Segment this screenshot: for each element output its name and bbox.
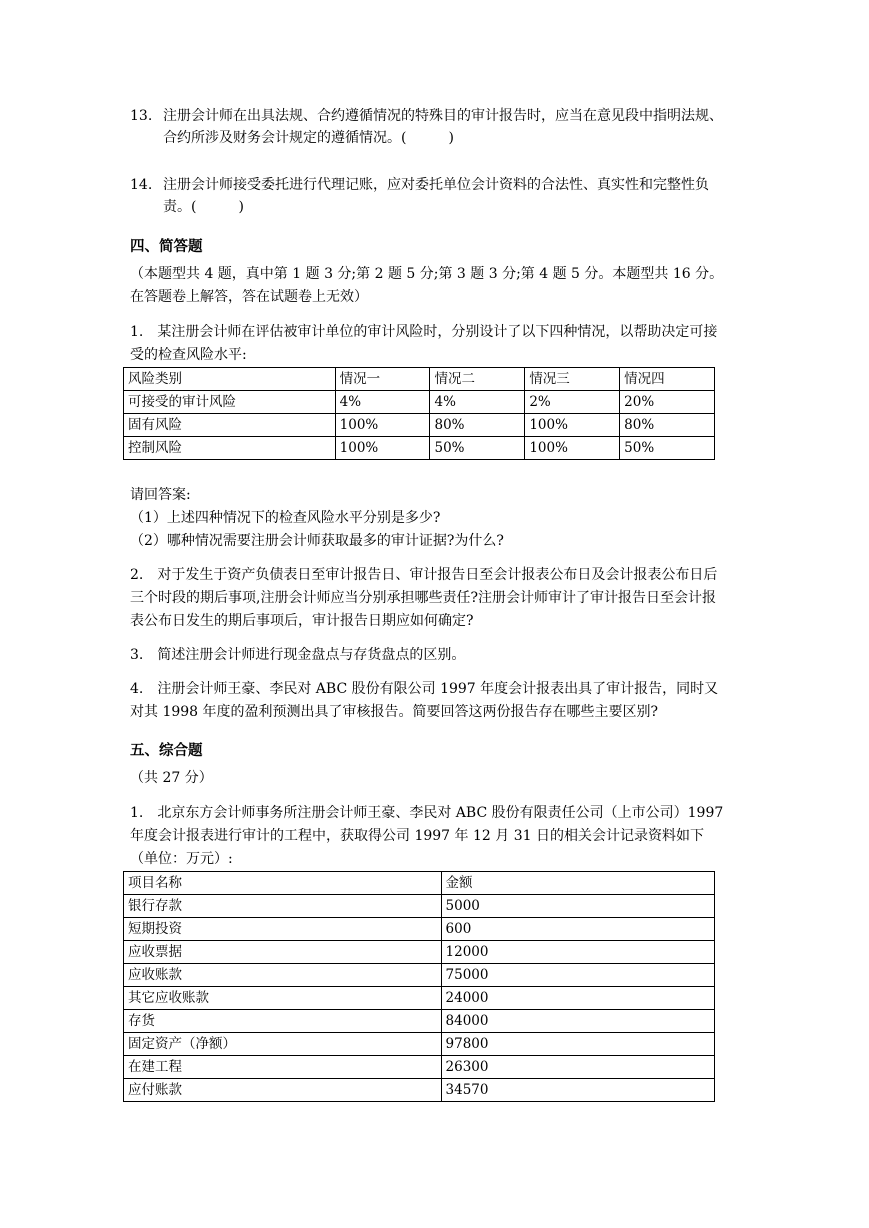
table-row [124, 1079, 715, 1102]
table-header-row [124, 872, 715, 895]
table-cell: 存货 [124, 1010, 442, 1033]
risk-table [123, 367, 715, 460]
table-row [124, 437, 715, 460]
table-cell: 97800 [441, 1033, 714, 1056]
table-cell: 12000 [441, 941, 714, 964]
question-text: 3. 简述注册会计师进行现金盘点与存货盘点的区别。 [130, 647, 466, 663]
question-text: 1. 北京东方会计师事务所注册会计师王豪、李民对 ABC 股份有限责任公司（上市公司）1997 年度会计报表进行审计的工程中，获取得公司 1997 年 12 月 31 日的相关会计记录资料如下（单位：万元）: [130, 805, 724, 867]
table-cell: 4% [430, 391, 525, 414]
judgment-item-13 [130, 105, 728, 149]
table-cell: 其它应收账款 [124, 987, 442, 1010]
table-header-cell: 项目名称 [124, 872, 442, 895]
answer-prompt: 请回答案: [130, 487, 191, 503]
table-row [124, 918, 715, 941]
table-cell: 50% [430, 437, 525, 460]
table-cell: 固有风险 [124, 414, 336, 437]
table-cell: 银行存款 [124, 895, 442, 918]
section-note: （共 27 分） [130, 770, 213, 786]
table-cell: 26300 [441, 1056, 714, 1079]
table-header-cell: 金额 [441, 872, 714, 895]
item-text: 注册会计师在出具法规、合约遵循情况的特殊目的审计报告时，应当在意见段中指明法规、合约所涉及财务会计规定的遵循情况。( ) [163, 108, 723, 146]
item-number: 13. [130, 108, 153, 124]
judgment-item-14 [130, 174, 728, 218]
table-cell: 应收账款 [124, 964, 442, 987]
table-cell: 600 [441, 918, 714, 941]
table-header-cell: 情况三 [525, 368, 620, 391]
table-cell: 5000 [441, 895, 714, 918]
table-row [124, 391, 715, 414]
table-cell: 80% [620, 414, 715, 437]
table-header-cell: 情况四 [620, 368, 715, 391]
section-note: （本题型共 4 题，真中第 1 题 3 分;第 2 题 5 分;第 3 题 3 分;第 4 题 5 分。本题型共 16 分。在答题卷上解答，答在试题卷上无效） [130, 266, 724, 305]
table-cell: 可接受的审计风险 [124, 391, 336, 414]
table-cell: 应付账款 [124, 1079, 442, 1102]
table-cell: 84000 [441, 1010, 714, 1033]
table-cell: 34570 [441, 1079, 714, 1102]
item-number: 14. [130, 177, 153, 193]
table-row [124, 941, 715, 964]
table-cell: 100% [525, 437, 620, 460]
table-header-cell: 情况一 [335, 368, 430, 391]
table-header-row [124, 368, 715, 391]
section-heading-comprehensive: 五、综合题 [130, 742, 203, 759]
question-text: 1. 某注册会计师在评估被审计单位的审计风险时，分别设计了以下四种情况，以帮助决定可接受的检查风险水平: [130, 324, 718, 363]
question-text: 4. 注册会计师王豪、李民对 ABC 股份有限公司 1997 年度会计报表出具了审计报告，同时又对其 1998 年度的盈利预测出具了审核报告。简要回答这两份报告存在哪些主要区别? [130, 681, 719, 720]
table-cell: 100% [525, 414, 620, 437]
table-cell: 100% [335, 437, 430, 460]
table-cell: 100% [335, 414, 430, 437]
table-row [124, 1010, 715, 1033]
table-cell: 4% [335, 391, 430, 414]
table-cell: 20% [620, 391, 715, 414]
sub-question: （2）哪种情况需要注册会计师获取最多的审计证据?为什么? [130, 533, 504, 549]
table-cell: 短期投资 [124, 918, 442, 941]
table-row [124, 987, 715, 1010]
section-heading-short-answer: 四、简答题 [130, 238, 203, 255]
table-cell: 应收票据 [124, 941, 442, 964]
question-text: 2. 对于发生于资产负债表日至审计报告日、审计报告日至会计报表公布日及会计报表公布日后三个时段的期后事项,注册会计师应当分别承担哪些责任?注册会计师审计了审计报告日至会计报表公布日发生的期后事项后，审计报告日期应如何确定? [130, 567, 718, 629]
table-cell: 2% [525, 391, 620, 414]
table-cell: 24000 [441, 987, 714, 1010]
sub-question: （1）上述四种情况下的检查风险水平分别是多少? [130, 510, 441, 526]
table-row [124, 1056, 715, 1079]
table-header-cell: 情况二 [430, 368, 525, 391]
table-cell: 50% [620, 437, 715, 460]
table-row [124, 1033, 715, 1056]
table-row [124, 964, 715, 987]
table-row [124, 414, 715, 437]
account-table [123, 871, 715, 1102]
table-cell: 在建工程 [124, 1056, 442, 1079]
table-cell: 75000 [441, 964, 714, 987]
table-row [124, 895, 715, 918]
table-cell: 控制风险 [124, 437, 336, 460]
table-cell: 80% [430, 414, 525, 437]
table-cell: 固定资产（净额） [124, 1033, 442, 1056]
item-text: 注册会计师接受委托进行代理记账，应对委托单位会计资料的合法性、真实性和完整性负责。( ) [163, 177, 709, 215]
table-header-cell: 风险类别 [124, 368, 336, 391]
